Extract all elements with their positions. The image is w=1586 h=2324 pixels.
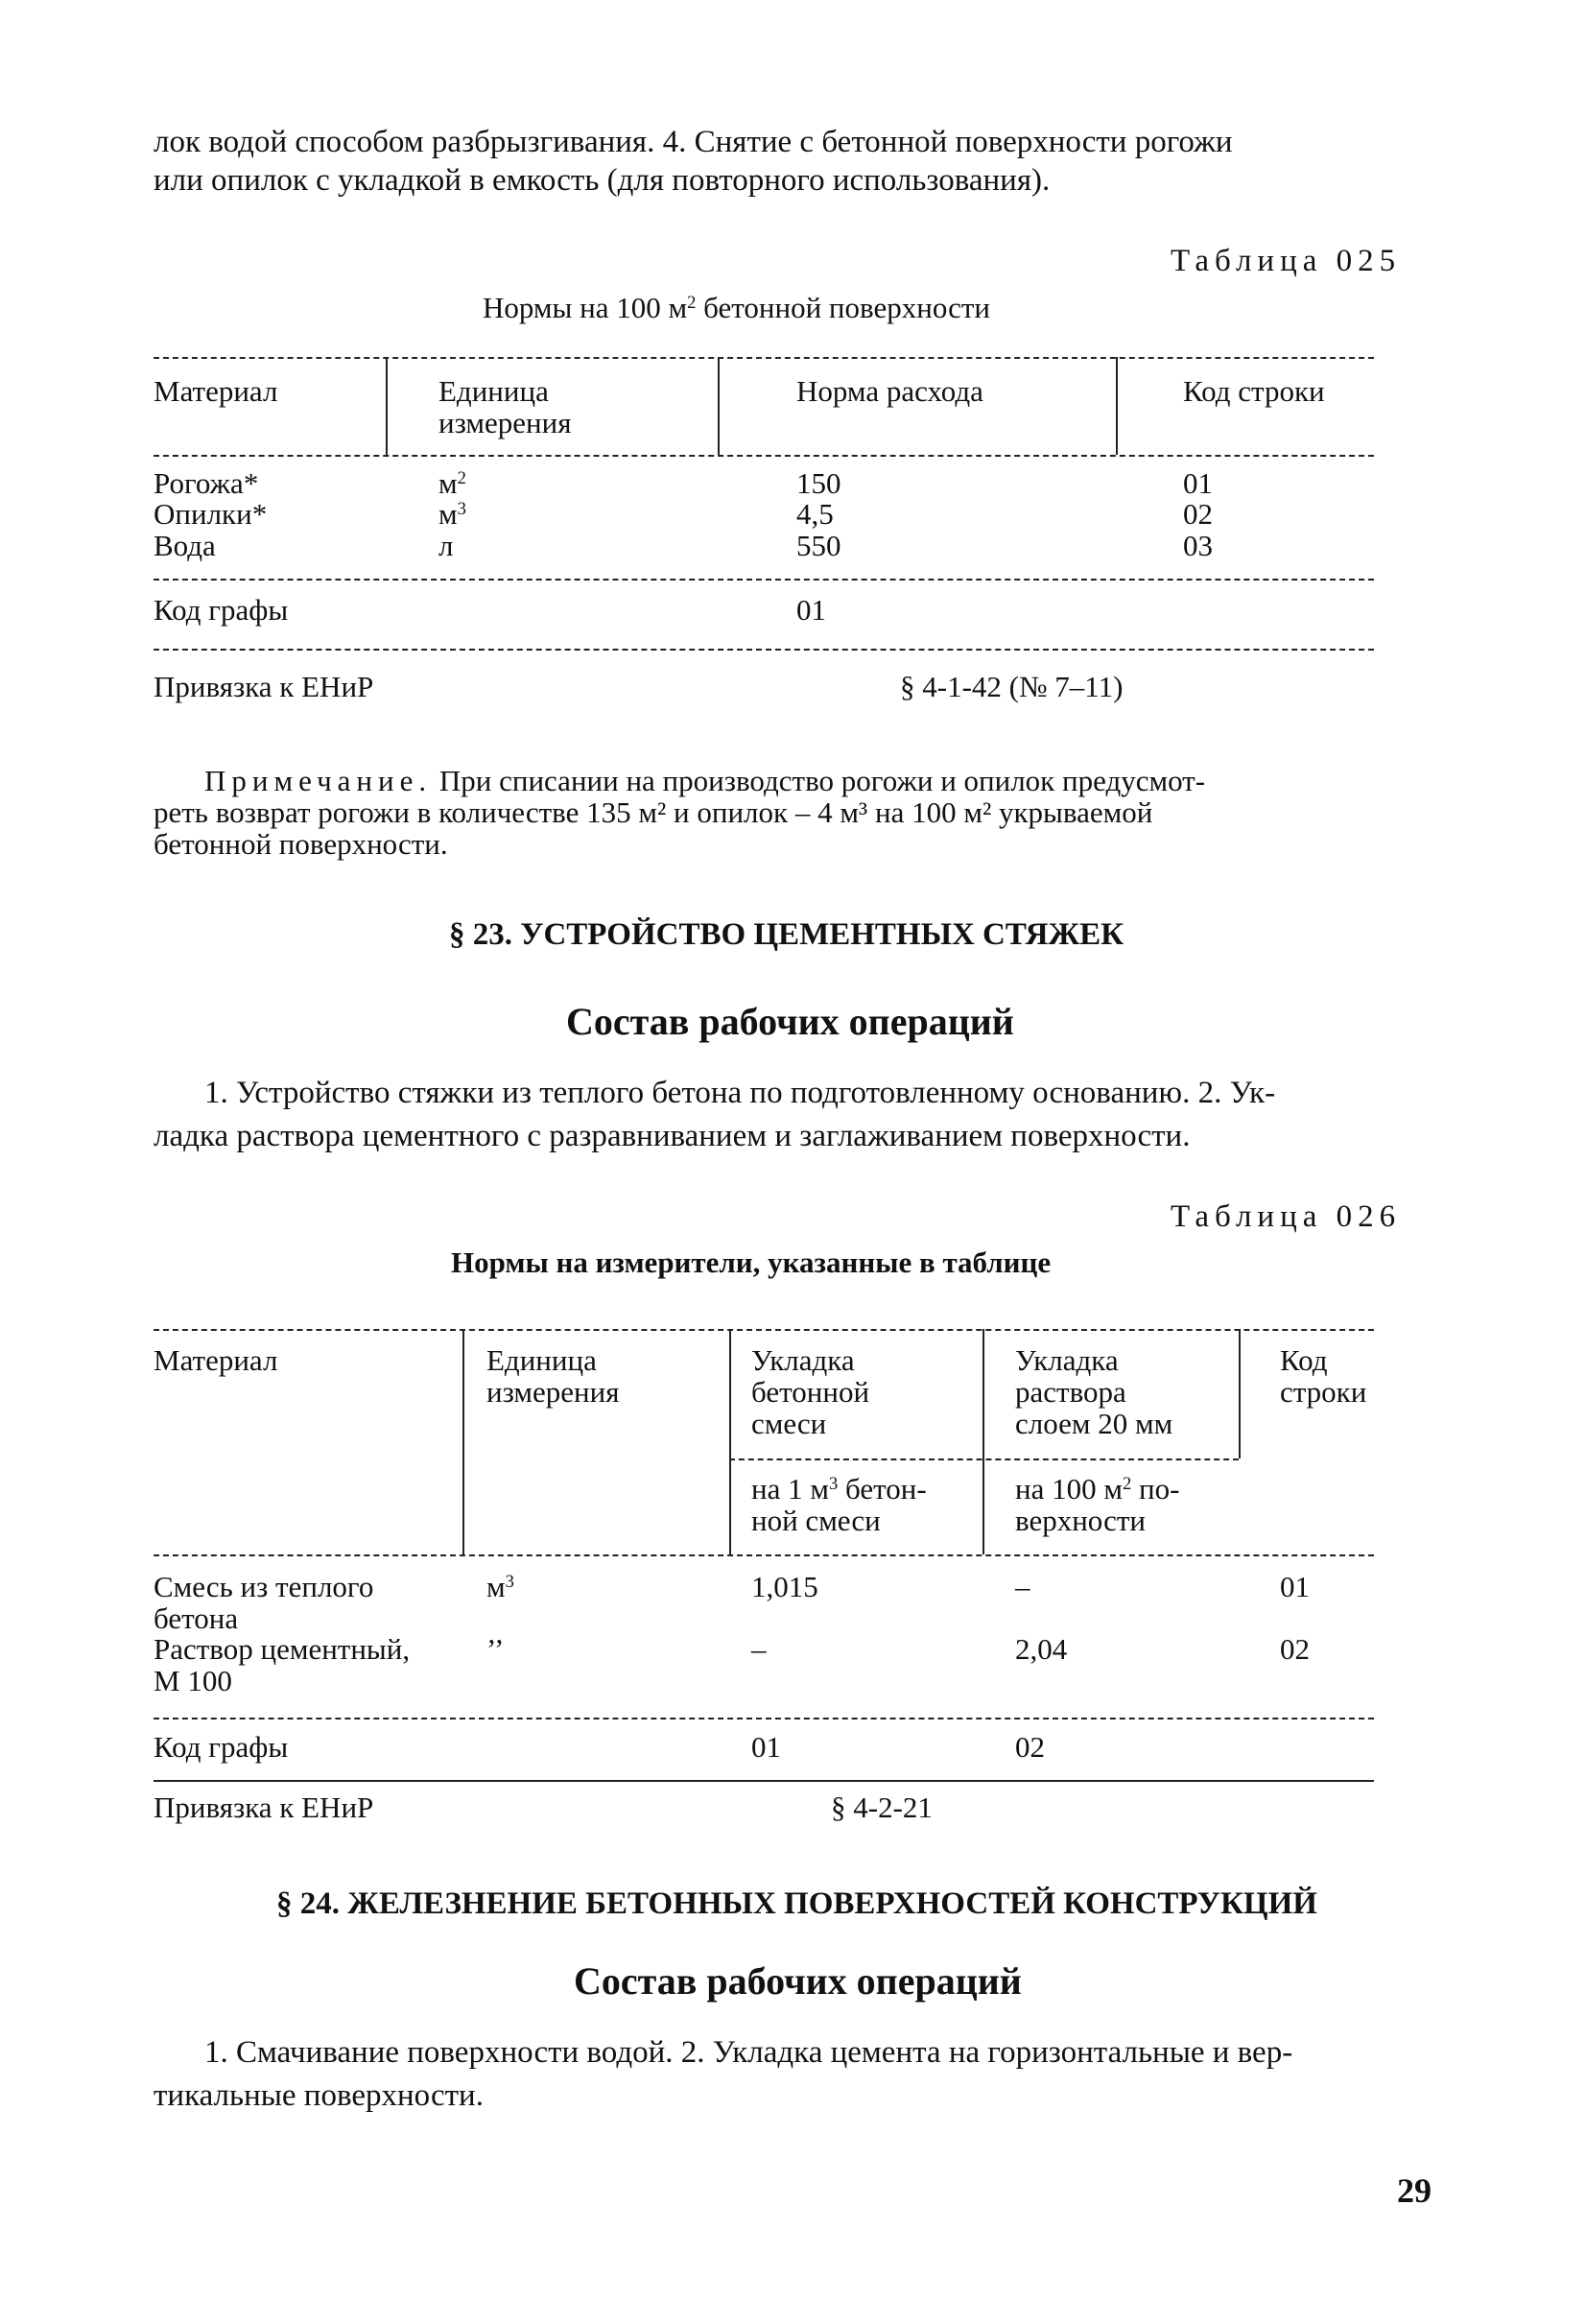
note-line-3: бетонной поверхности. bbox=[154, 827, 448, 861]
table-025-caption: Нормы на 100 $м^2$ бетонной поверхности bbox=[483, 291, 990, 324]
table-026-subheader-rule bbox=[729, 1458, 1239, 1460]
table-026-enir-value: § 4-2-21 bbox=[831, 1790, 933, 1824]
table-026-cell-material: М 100 bbox=[154, 1664, 232, 1697]
table-025-cell-code: 02 bbox=[1183, 497, 1213, 531]
section-23-text-line-2: ладка раствора цементного с разравниванием и заглаживанием поверхности. bbox=[154, 1119, 1191, 1153]
table-025-enir-value: § 4-1-42 (№ 7–11) bbox=[900, 670, 1124, 703]
table-025-col-divider bbox=[386, 357, 388, 455]
table-026-cell-material: бетона bbox=[154, 1601, 239, 1635]
table-026-header-mortar: слоем 20 мм bbox=[1015, 1407, 1173, 1440]
table-026-cell-material: Смесь из теплого bbox=[154, 1570, 374, 1603]
table-026-header-concrete: смеси bbox=[751, 1407, 827, 1440]
table-026-header-concrete: Укладка bbox=[751, 1343, 855, 1377]
section-23-subheading: Состав рабочих операций bbox=[566, 1000, 1014, 1043]
table-026-subheader-mortar: верхности bbox=[1015, 1504, 1146, 1537]
section-24-subheading: Состав рабочих операций bbox=[574, 1959, 1022, 2003]
table-026-header-mortar: Укладка bbox=[1015, 1343, 1119, 1377]
table-026-cell-unit: ’’ bbox=[486, 1632, 505, 1666]
table-026-graph-code: 01 bbox=[751, 1730, 781, 1764]
table-025-col-divider bbox=[1116, 357, 1118, 455]
table-025-graph-code-label: Код графы bbox=[154, 593, 289, 627]
table-026-header-unit: Единица bbox=[486, 1343, 597, 1377]
table-025-top-rule bbox=[154, 357, 1374, 359]
table-026-cell-unit: $м^3$ bbox=[486, 1570, 514, 1603]
table-026-col-divider bbox=[729, 1329, 731, 1554]
intro-line-2: или опилок с укладкой в емкость (для повторного использования). bbox=[154, 163, 1051, 198]
section-23-text-line-1: 1. Устройство стяжки из теплого бетона по подготовленному основанию. 2. Ук- bbox=[204, 1076, 1276, 1110]
intro-line-1: лок водой способом разбрызгивания. 4. Снятие с бетонной поверхности рогожи bbox=[154, 125, 1233, 159]
table-026-header-mortar: раствора bbox=[1015, 1375, 1126, 1409]
table-026-subheader-concrete: ной смеси bbox=[751, 1504, 881, 1537]
table-026-graph-code-label: Код графы bbox=[154, 1730, 289, 1764]
table-025-cell-material: Опилки* bbox=[154, 497, 268, 531]
note-line-2: реть возврат рогожи в количестве 135 м² и опилок – 4 м³ на 100 м² укрываемой bbox=[154, 795, 1153, 829]
section-24-text-line-1: 1. Смачивание поверхности водой. 2. Укладка цемента на горизонтальные и вер- bbox=[204, 2035, 1293, 2070]
table-025-graph-code: 01 bbox=[796, 593, 826, 627]
table-025-cell-norm: 150 bbox=[796, 466, 841, 500]
note-line-1: Примечание. При списании на производство рогожи и опилок предусмот- bbox=[204, 764, 1206, 797]
table-026-header-concrete: бетонной bbox=[751, 1375, 870, 1409]
table-025-cell-material: Вода bbox=[154, 529, 216, 562]
table-025-cell-norm: 550 bbox=[796, 529, 841, 562]
table-025-header-rule bbox=[154, 455, 1374, 457]
table-026-label: Таблица 026 bbox=[1171, 1199, 1402, 1234]
table-026-cell-code: 02 bbox=[1280, 1632, 1310, 1666]
table-026-header-code: строки bbox=[1280, 1375, 1367, 1409]
table-026-body-rule bbox=[154, 1718, 1374, 1719]
table-026-caption: Нормы на измерители, указанные в таблице bbox=[451, 1245, 1052, 1279]
table-025-header-norm: Норма расхода bbox=[796, 374, 983, 408]
table-025-cell-code: 01 bbox=[1183, 466, 1213, 500]
table-025-cell-norm: 4,5 bbox=[796, 497, 834, 531]
table-025-header-unit: измерения bbox=[438, 406, 572, 439]
table-026-subheader-concrete: на 1 $м^3$ бетон- bbox=[751, 1472, 927, 1506]
page-number: 29 bbox=[1397, 2171, 1432, 2210]
table-026-cell-concrete: 1,015 bbox=[751, 1570, 818, 1603]
table-026-cell-material: Раствор цементный, bbox=[154, 1632, 411, 1666]
section-23-heading: § 23. УСТРОЙСТВО ЦЕМЕНТНЫХ СТЯЖЕК bbox=[449, 917, 1124, 952]
table-025-cell-material: Рогожа* bbox=[154, 466, 259, 500]
section-24-text-line-2: тикальные поверхности. bbox=[154, 2078, 484, 2113]
table-026-enir-label: Привязка к ЕНиР bbox=[154, 1790, 374, 1824]
table-025-cell-unit: $м^2$ bbox=[438, 466, 466, 500]
table-025-cell-code: 03 bbox=[1183, 529, 1213, 562]
table-026-cell-mortar: 2,04 bbox=[1015, 1632, 1068, 1666]
table-026-subheader-mortar: на 100 $м^2$ по- bbox=[1015, 1472, 1180, 1506]
table-026-header-material: Материал bbox=[154, 1343, 278, 1377]
table-025-enir-label: Привязка к ЕНиР bbox=[154, 670, 374, 703]
table-025-cell-unit: $м^3$ bbox=[438, 497, 466, 531]
table-025-header-unit: Единица bbox=[438, 374, 549, 408]
table-026-col-divider bbox=[462, 1329, 464, 1554]
table-025-bottom-rule bbox=[154, 649, 1374, 651]
table-026-cell-code: 01 bbox=[1280, 1570, 1310, 1603]
table-025-col-divider bbox=[718, 357, 720, 455]
table-026-header-unit: измерения bbox=[486, 1375, 620, 1409]
table-025-body-rule bbox=[154, 579, 1374, 581]
table-026-bottom-rule bbox=[154, 1780, 1374, 1782]
table-026-col-divider bbox=[1239, 1329, 1241, 1458]
table-026-cell-concrete: – bbox=[751, 1632, 767, 1666]
table-025-label: Таблица 025 bbox=[1171, 244, 1402, 278]
table-026-top-rule bbox=[154, 1329, 1374, 1331]
table-026-col-divider bbox=[982, 1329, 984, 1554]
table-026-header-code: Код bbox=[1280, 1343, 1328, 1377]
table-025-cell-unit: л bbox=[438, 529, 454, 562]
table-026-graph-code: 02 bbox=[1015, 1730, 1045, 1764]
table-026-cell-mortar: – bbox=[1015, 1570, 1030, 1603]
section-24-heading: § 24. ЖЕЛЕЗНЕНИЕ БЕТОННЫХ ПОВЕРХНОСТЕЙ КОНСТРУКЦИЙ bbox=[276, 1886, 1317, 1921]
table-025-header-code: Код строки bbox=[1183, 374, 1325, 408]
table-025-header-material: Материал bbox=[154, 374, 278, 408]
table-026-header-rule bbox=[154, 1554, 1374, 1556]
